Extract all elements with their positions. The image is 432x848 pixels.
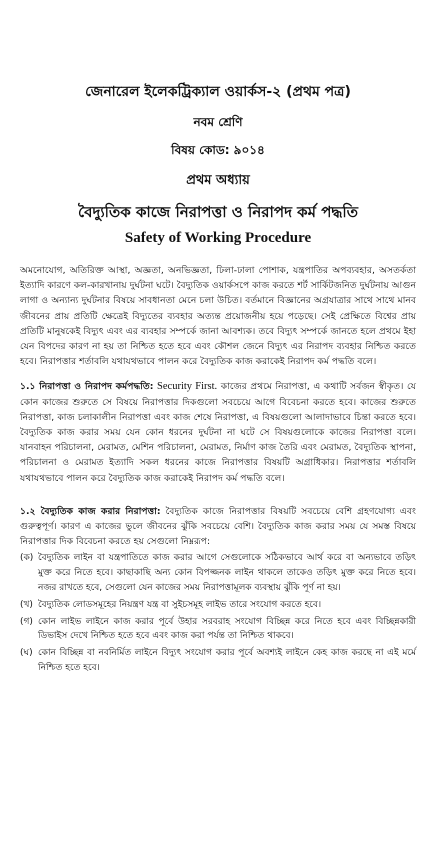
- list-item: [20, 646, 416, 676]
- list-item-label: (ঘ): [20, 648, 33, 659]
- book-title: জেনারেল ইলেকট্রিক্যাল ওয়ার্কস-২ (প্রথম পত্র): [85, 84, 351, 100]
- list-item-text: কোন লাইভ লাইনে কাজ করার পূর্বে উহার সরবরাহ সংযোগ বিচ্ছিন্ন করে নিতে হবে এবং বিচ্ছিন্নকারী ডিভাইস দেখে নিশ্চিত হতে হবে এবং কাজ করা পর্যন্ত তা নিশ্চিত থাকবে।: [38, 616, 416, 642]
- list-item: [20, 551, 416, 595]
- grade-label: নবম শ্রেণি: [193, 115, 243, 129]
- section-1-1-text: কাজের প্রথমে নিরাপত্তা, এ কথাটি সর্বজন স্বীকৃত। যে কোন কাজের শুরুতে সে বিষয়ে নিরাপত্তার দিকগুলো সবচেয়ে আগে বিবেচনা করতে হবে। কাজের শুরুতে নিরাপত্তা, কাজ চলাকালীন নিরাপত্তা এবং কাজ শেষে নিরাপত্তা, এ বিষয়গুলো আলাদাভাবে চিন্তা করতে হবে। বৈদ্যুতিক কাজ করার সময় যেন কোন ধরনের দুর্ঘটনা না ঘটে সে বিষয়গুলোকে কাজের নিরাপত্তা বলে। যানবাহন পরিচালনা, মেরামত, মেশিন পরিচালনা, মেরামত, নির্মাণ কাজ তৈরি এবং মেরামত, বৈদ্যুতিক স্থাপনা, পরিচালনা ও মেরামত ইত্যাদি সকল ধরনের কাজে নিরাপত্তার বিষয়টি অগ্রাধিকার। নিরাপত্তার শর্তাবলি যথাযথভাবে পালন করে বৈদ্যুতিক কাজ করাকেই নিরাপদ কর্ম পদ্ধতি বলে।: [20, 381, 417, 484]
- list-item-text: বৈদ্যুতিক লোডসমূহের নিয়ন্ত্রণ যন্ত্র বা সুইচসমূহ লাইভ তারে সংযোগ করতে হবে।: [38, 599, 322, 610]
- list-item-label: (গ): [20, 616, 33, 627]
- section-1-2-heading: ১.২ বৈদ্যুতিক কাজ করার নিরাপত্তা:: [20, 505, 161, 517]
- section-1-1: [20, 379, 416, 485]
- section-1-2: [20, 504, 416, 550]
- chapter-title: বৈদ্যুতিক কাজে নিরাপত্তা ও নিরাপদ কর্ম পদ্ধতি: [78, 203, 358, 221]
- intro-paragraph: অমনোযোগ, অতিরিক্ত আস্থা, অজ্ঞতা, অনভিজ্ঞতা, ঢিলা-ঢালা পোশাক, যন্ত্রপাতির অপব্যবহার, অসতর্কতা ইত্যাদি কারণে কল-কারখানায় দুর্ঘটনা ঘটে। বৈদ্যুতিক ওয়ার্কসপে কাজ করতে শর্ট সার্কিটজনিত দুর্ঘটনায় আগুন লাগা ও অন্যান্য দুর্ঘটনার বিষয়ে সাবধানতা মেনে চলা উচিত। বর্তমানে বিজ্ঞানের অগ্রযাত্রার সাথে সাথে মানব জীবনের প্রায় প্রতিটি ক্ষেত্রেই বিদ্যুতের ব্যবহার অত্যন্ত প্রয়োজনীয় হয়ে পড়েছে। সেই প্রেক্ষিতে বিশ্বের প্রায় প্রতিটি মানুষকেই বিদ্যুৎ এবং এর ব্যবহার সম্পর্কে জানা আবশ্যক। তবে বিদ্যুৎ সম্পর্কে জানতে হলে প্রথমে ইহা যেন বিপদের কারণ না হয় তা নিশ্চিত হতে হবে এবং কৌশল জেনে বিদ্যুৎ এর নিরাপদ ব্যবহার নিশ্চিত করতে হবে। নিরাপত্তার শর্তাবলি যথাযথভাবে পালন করে বৈদ্যুতিক কাজ করাকেই নিরাপদ কর্ম পদ্ধতি বলে।: [20, 265, 416, 368]
- document-page: [0, 80, 432, 848]
- list-item-label: (খ): [20, 599, 33, 610]
- section-1-2-text: বৈদ্যুতিক কাজে নিরাপত্তার বিষয়টি সবচেয়ে বেশি গ্রহণযোগ্য এবং গুরুত্বপূর্ণ। কারণ এ কাজের ভুলে জীবনের ঝুঁকি সবচেয়ে বেশি। বৈদ্যুতিক কাজ করার সময় যে সমস্ত বিষয়ে নিরাপত্তার দিক বিবেচনা করতে হয় সেগুলো নিম্নরূপ:: [20, 505, 416, 548]
- list-item: [20, 598, 416, 613]
- subject-code: বিষয় কোড: ৯০১৪: [171, 143, 265, 157]
- list-item-text: বৈদ্যুতিক লাইন বা যন্ত্রপাতিতে কাজ করার আগে সেগুলোকে সঠিকভাবে আর্থ করে বা অন্যভাবে তড়িৎ মুক্ত করে নিতে হবে। কাছাকাছি অন্য কোন বিপজ্জনক লাইন থাকলে তাকেও তড়িৎ মুক্ত করে নিতে হবে। নজর রাখতে হবে, সেগুলো যেন কাজের সময় নিরাপত্তামূলক ব্যবস্থায় ঝুঁকি পূর্ণ না হয়।: [38, 553, 416, 594]
- section-1-1-heading: ১.১ নিরাপত্তা ও নিরাপদ কর্মপদ্ধতি:: [20, 381, 154, 393]
- document-header: [20, 80, 416, 247]
- safety-list: [20, 551, 416, 675]
- list-item-text: কোন বিচ্ছিন্ন বা নবনির্মিত লাইনে বিদ্যুৎ সংযোগ করার পূর্বে অবশ্যই লাইনে কেহ কাজ করছে না এই মর্মে নিশ্চিত হতে হবে।: [38, 648, 416, 674]
- section-1-1-slogan: Security First.: [157, 381, 218, 393]
- chapter-number: প্রথম অধ্যায়: [186, 173, 250, 188]
- chapter-subtitle: Safety of Working Procedure: [124, 230, 312, 246]
- list-item-label: (ক): [20, 553, 34, 564]
- list-item: [20, 615, 416, 645]
